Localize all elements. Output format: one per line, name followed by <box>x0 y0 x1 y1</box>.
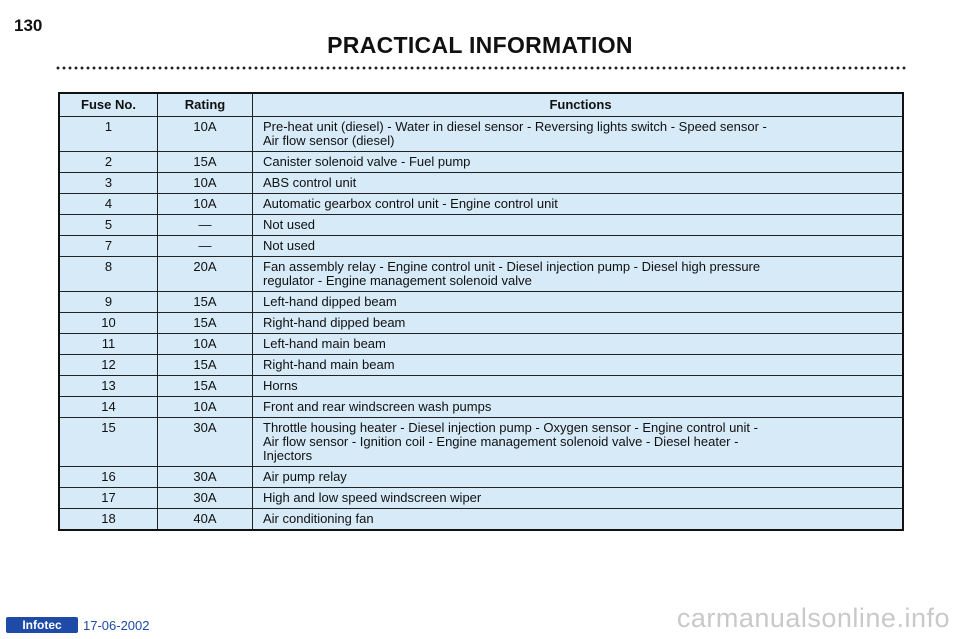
table-row <box>59 488 903 509</box>
function-line: Horns <box>263 378 298 393</box>
fuse-functions <box>253 194 904 215</box>
fuse-number: 11 <box>59 334 158 355</box>
function-line: Canister solenoid valve - Fuel pump <box>263 154 471 169</box>
function-line: Left-hand dipped beam <box>263 294 397 309</box>
fuse-rating: 30A <box>158 467 253 488</box>
fuse-rating: 30A <box>158 488 253 509</box>
dotted-rule <box>55 66 907 70</box>
fuse-rating: 15A <box>158 152 253 173</box>
fuse-number: 7 <box>59 236 158 257</box>
fuse-functions <box>253 257 904 292</box>
fuse-number: 17 <box>59 488 158 509</box>
table-header-row <box>59 93 903 117</box>
fuse-rating: 10A <box>158 117 253 152</box>
fuse-functions <box>253 173 904 194</box>
table-row <box>59 236 903 257</box>
infotec-logo: Infotec <box>6 617 78 633</box>
table-row <box>59 418 903 467</box>
fuse-functions <box>253 418 904 467</box>
function-line: Front and rear windscreen wash pumps <box>263 399 492 414</box>
fuse-functions <box>253 313 904 334</box>
fuse-rating: 10A <box>158 334 253 355</box>
fuse-number: 14 <box>59 397 158 418</box>
fuse-rating: — <box>158 215 253 236</box>
fuse-rating: 10A <box>158 397 253 418</box>
function-line: Left-hand main beam <box>263 336 386 351</box>
fuse-number: 15 <box>59 418 158 467</box>
fuse-number: 13 <box>59 376 158 397</box>
fuse-number: 10 <box>59 313 158 334</box>
fuse-table-body <box>59 117 903 531</box>
function-line: Not used <box>263 217 316 232</box>
fuse-number: 2 <box>59 152 158 173</box>
fuse-number: 3 <box>59 173 158 194</box>
fuse-rating: 10A <box>158 173 253 194</box>
table-row <box>59 257 903 292</box>
footer-date: 17-06-2002 <box>83 618 150 633</box>
header-fuse-no: Fuse No. <box>59 93 158 117</box>
table-row <box>59 397 903 418</box>
table-row <box>59 152 903 173</box>
fuse-rating: 15A <box>158 355 253 376</box>
function-line: Right-hand dipped beam <box>263 315 406 330</box>
fuse-table <box>58 92 904 531</box>
fuse-functions <box>253 236 904 257</box>
function-line: ABS control unit <box>263 175 357 190</box>
function-line: Throttle housing heater - Diesel injection pump - Oxygen sensor - Engine control unit - <box>263 420 758 435</box>
function-line: Injectors <box>263 448 313 463</box>
table-row <box>59 509 903 531</box>
table-row <box>59 334 903 355</box>
fuse-number: 16 <box>59 467 158 488</box>
fuse-rating: 15A <box>158 376 253 397</box>
fuse-functions <box>253 117 904 152</box>
page-title: PRACTICAL INFORMATION <box>327 32 633 58</box>
table-row <box>59 313 903 334</box>
fuse-number: 1 <box>59 117 158 152</box>
table-row <box>59 194 903 215</box>
fuse-rating: 40A <box>158 509 253 531</box>
function-line: Air flow sensor - Ignition coil - Engine management solenoid valve - Diesel heater - <box>263 434 739 449</box>
table-row <box>59 173 903 194</box>
fuse-number: 5 <box>59 215 158 236</box>
function-line: Fan assembly relay - Engine control unit - Diesel injection pump - Diesel high pressure <box>263 259 761 274</box>
function-line: Automatic gearbox control unit - Engine control unit <box>263 196 558 211</box>
fuse-number: 8 <box>59 257 158 292</box>
table-row <box>59 117 903 152</box>
function-line: Air pump relay <box>263 469 347 484</box>
table-row <box>59 292 903 313</box>
function-line: Air conditioning fan <box>263 511 374 526</box>
table-row <box>59 376 903 397</box>
fuse-rating: 10A <box>158 194 253 215</box>
function-line: Pre-heat unit (diesel) - Water in diesel sensor - Reversing lights switch - Speed sensor - <box>263 119 767 134</box>
fuse-rating: 30A <box>158 418 253 467</box>
page-number: 130 <box>14 16 43 35</box>
fuse-functions <box>253 152 904 173</box>
function-line: Not used <box>263 238 316 253</box>
fuse-functions <box>253 292 904 313</box>
fuse-rating: 15A <box>158 313 253 334</box>
fuse-number: 12 <box>59 355 158 376</box>
fuse-number: 18 <box>59 509 158 531</box>
function-line: Air flow sensor (diesel) <box>263 133 395 148</box>
fuse-functions <box>253 215 904 236</box>
function-line: High and low speed windscreen wiper <box>263 490 482 505</box>
table-row <box>59 215 903 236</box>
fuse-rating: — <box>158 236 253 257</box>
watermark: carmanualsonline.info <box>676 603 950 633</box>
table-row <box>59 467 903 488</box>
fuse-rating: 15A <box>158 292 253 313</box>
fuse-functions <box>253 355 904 376</box>
fuse-functions <box>253 467 904 488</box>
fuse-functions <box>253 488 904 509</box>
fuse-number: 9 <box>59 292 158 313</box>
function-line: Right-hand main beam <box>263 357 395 372</box>
fuse-functions <box>253 376 904 397</box>
fuse-number: 4 <box>59 194 158 215</box>
header-rating: Rating <box>158 93 253 117</box>
fuse-functions <box>253 509 904 531</box>
header-functions: Functions <box>253 93 904 117</box>
fuse-rating: 20A <box>158 257 253 292</box>
fuse-functions <box>253 397 904 418</box>
fuse-functions <box>253 334 904 355</box>
function-line: regulator - Engine management solenoid valve <box>263 273 532 288</box>
table-row <box>59 355 903 376</box>
